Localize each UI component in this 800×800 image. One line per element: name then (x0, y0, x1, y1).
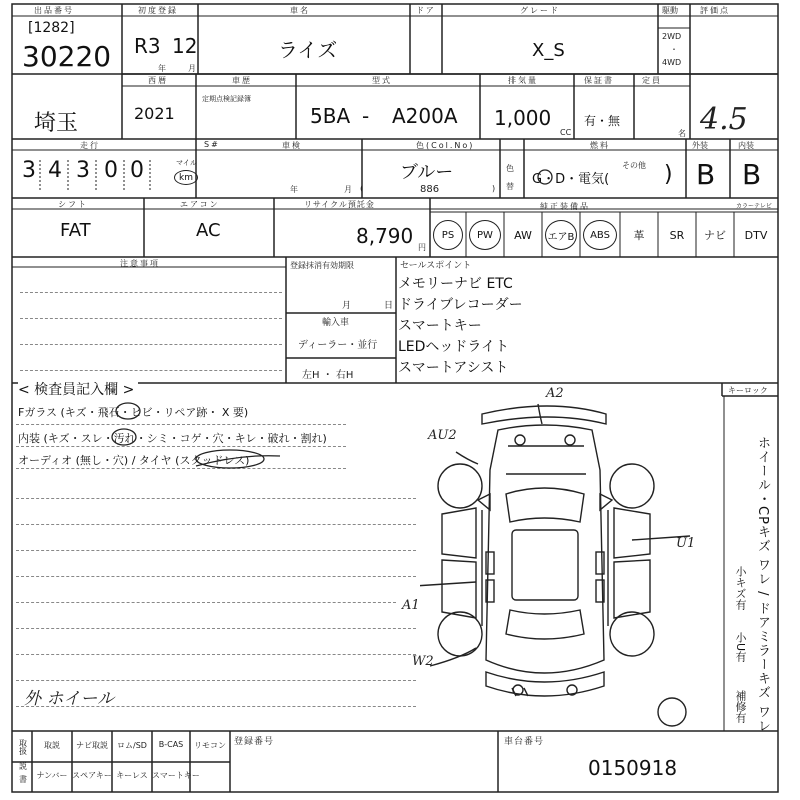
type-dash: - (362, 104, 370, 128)
lot-number: 30220 (22, 40, 112, 73)
footer-item: ロム/SD (117, 741, 147, 750)
footer-col1 (16, 734, 30, 786)
displacement: 1,000 (494, 106, 552, 130)
shaken-month-mark: 月 (344, 185, 352, 194)
color-no: 886 (420, 184, 440, 195)
dealer-label: ディーラー・並行 (298, 340, 378, 351)
model-year-label: 西暦 (148, 76, 168, 85)
shaken-year-mark: 年 (290, 185, 298, 194)
shaken-label: 車検 (282, 141, 302, 150)
capacity-label: 定員 (642, 76, 662, 85)
mileage-label: 走行 (80, 141, 100, 150)
car-name-label: 車名 (290, 6, 310, 15)
mark-au2: AU2 (428, 428, 457, 443)
mark-w2: W2 (412, 654, 434, 669)
color-name: ブルー (400, 162, 454, 183)
inspection-label: 車歴 (232, 76, 252, 85)
first-reg-label: 初度登録 (138, 6, 178, 15)
footer-row-1 (32, 734, 230, 758)
mileage-digits (14, 156, 180, 190)
sales-point: ドライブレコーダー (398, 297, 523, 313)
footer-row-2 (32, 764, 230, 788)
cc-unit: CC (560, 128, 572, 137)
fuel-label: 燃料 (590, 141, 610, 150)
sales-point: LEDヘッドライト (398, 339, 510, 355)
color-label: 色(Col.No) (416, 141, 475, 150)
footer-col1-top: 取扱 (18, 739, 28, 755)
shift-label: シフト (58, 200, 88, 209)
footer-item: ナンバー (36, 771, 68, 780)
drive-label: 駆動 (662, 6, 678, 15)
footer-item: B-CAS (158, 740, 184, 749)
reg-month-mark: 月 (342, 301, 352, 311)
mileage-digit: 3 (76, 158, 90, 183)
side-text: ホイール・CPキズ ワレ / ドアミラーキズ ワレ (755, 436, 770, 733)
reg-day-mark: 日 (384, 301, 394, 311)
dtv-header-label: カラーテレビ (736, 203, 772, 210)
car-diagram (420, 390, 720, 730)
sales-points-list (398, 274, 698, 379)
equipment-item: 革 (633, 229, 645, 242)
mileage-unit-km: km (174, 170, 198, 185)
reg-expiry-label: 登録抹消有効期限 (290, 261, 354, 270)
first-reg-year: R3 (134, 34, 161, 58)
drive-dot: ・ (670, 45, 678, 54)
equipment-item: ナビ (704, 229, 726, 242)
sales-point: スマートアシスト (398, 360, 509, 376)
footer-col1-b: 書 (19, 775, 27, 784)
drive-4wd: 4WD (662, 58, 682, 67)
grade: X_S (532, 40, 565, 61)
irowake-label: 色替 (506, 164, 514, 191)
equipment-item: AW (514, 228, 532, 242)
mark-a2: A2 (546, 386, 564, 401)
side-small-3: 補修有 (734, 690, 747, 723)
mileage-digit: 0 (104, 158, 118, 183)
equipment-item: DTV (744, 228, 768, 242)
equipment-item: SR (669, 228, 685, 242)
steering-label: 左H ・ 右H (302, 370, 354, 381)
car-name: ライズ (278, 38, 338, 62)
recycle-amount: 8,790 (356, 224, 414, 248)
displacement-label: 排気量 (508, 76, 538, 85)
door-label: ドア (416, 6, 436, 15)
fuel-close: ) (664, 162, 673, 187)
drive-2wd: 2WD (662, 32, 682, 41)
mark-a1: A1 (402, 598, 420, 613)
type-label: 型式 (372, 76, 392, 85)
chassis-label: 車台番号 (504, 737, 545, 747)
color-paren-open: ( (360, 184, 364, 193)
shift-value: FAT (60, 220, 91, 241)
mileage-unit-mile: マイル (176, 159, 197, 167)
sales-point: スマートキー (398, 318, 482, 334)
sharyo-label: S# (204, 140, 220, 149)
equipment-item: PS (433, 220, 463, 250)
year-mark: 年 (158, 64, 166, 73)
footer-col1-a: 説 (19, 762, 27, 771)
interior-label: 内装 (738, 141, 754, 150)
reg-no-label: 登録番号 (234, 737, 275, 747)
interior-grade: B (742, 158, 762, 191)
aircon-value: AC (196, 220, 221, 241)
recycle-label: リサイクル預託金 (304, 200, 375, 209)
sales-points-label: セールスポイント (400, 261, 472, 271)
model-year: 2021 (134, 104, 175, 123)
score-label: 評価点 (700, 6, 730, 15)
equipment-label: 純正装備品 (540, 202, 590, 211)
warranty-value: 有・無 (584, 114, 621, 128)
inspection-sub-label: 定期点検記録簿 (202, 95, 251, 103)
equipment-row (430, 212, 778, 257)
region: 埼玉 (34, 111, 79, 136)
equipment-item: PW (469, 220, 501, 250)
key-lock-label: キーロック (728, 386, 768, 395)
equipment-item: ABS (583, 220, 617, 250)
capacity-mark: 名 (678, 129, 686, 138)
handwritten-note: 外 ホイール (24, 689, 115, 709)
footer-item: リモコン (194, 741, 226, 750)
footer-item: キーレス (116, 771, 148, 780)
month-mark: 月 (188, 64, 196, 73)
exterior-grade: B (696, 158, 716, 191)
side-small-1: 小キズ有 (734, 566, 747, 610)
warranty-label: 保証書 (584, 76, 614, 85)
recycle-yen: 円 (418, 243, 426, 252)
inspector-title: < 検査員記入欄 > (18, 379, 138, 399)
footer-item: スペアキー (72, 771, 112, 780)
mileage-digit: 4 (48, 158, 62, 183)
inspector-line-1: Fガラス (キズ・飛石・ヒビ・リペア跡・ X 要) (18, 406, 249, 419)
lot-small: [1282] (28, 20, 75, 36)
color-paren-close: ) (492, 184, 496, 193)
grade-label: グレード (520, 6, 560, 15)
type-prefix: 5BA (310, 104, 351, 128)
footer-item: 取説 (44, 741, 60, 750)
lot-no-label: 出品番号 (34, 6, 74, 15)
side-small-2: 小U有 (734, 632, 747, 663)
mileage-digit: 3 (22, 158, 36, 183)
caution-label: 注意事項 (120, 259, 160, 268)
score-handwritten: 4.5 (700, 102, 748, 137)
exterior-label: 外装 (692, 141, 708, 150)
chassis-number: 0150918 (588, 756, 678, 780)
first-reg-month: 12 (172, 34, 198, 58)
sales-point: メモリーナビ ETC (398, 276, 513, 292)
type-code: A200A (392, 104, 458, 128)
mark-u1: U1 (676, 536, 696, 551)
equipment-item: エアB (545, 220, 577, 250)
inspector-line-3: オーディオ (無し・穴) / タイヤ (スタッドレス) (18, 454, 250, 467)
fuel-other: その他 (622, 161, 646, 170)
fuel-options: G・D・電気( (532, 172, 610, 187)
import-label: 輸入車 (322, 318, 350, 328)
footer-item: ナビ取説 (76, 741, 108, 750)
mileage-digit: 0 (130, 158, 144, 183)
footer-item: スマートキー (152, 771, 200, 780)
aircon-label: エアコン (180, 200, 220, 209)
inspector-line-2: 内装 (キズ・スレ・汚れ・シミ・コゲ・穴・キレ・破れ・割れ) (18, 432, 327, 445)
